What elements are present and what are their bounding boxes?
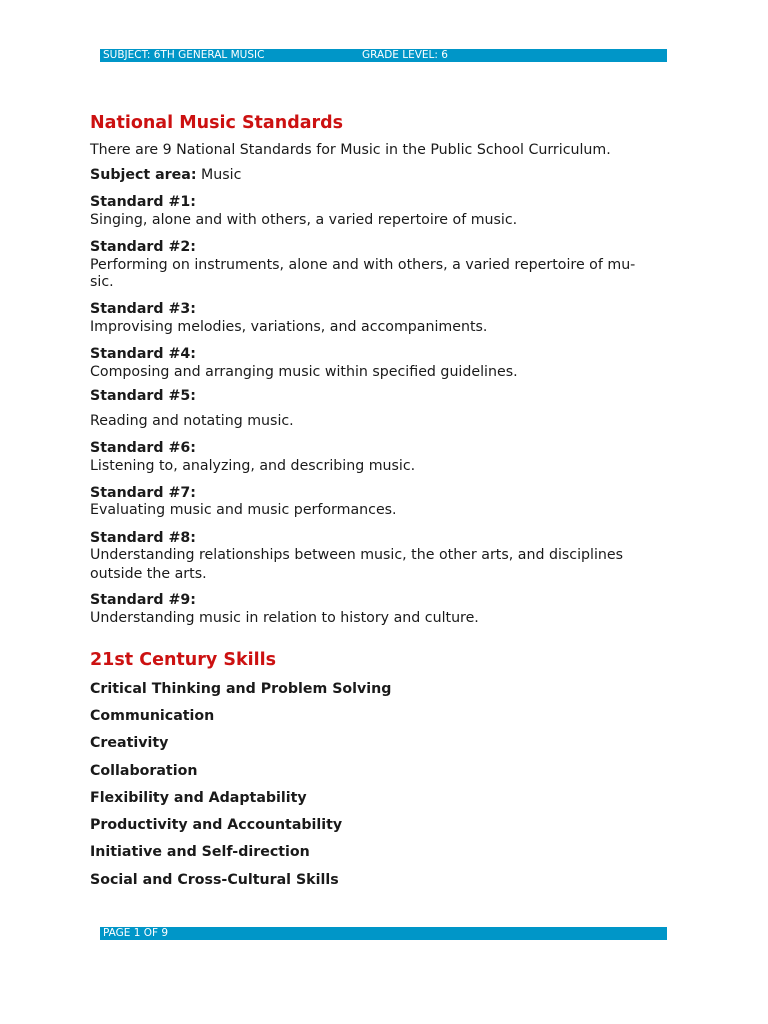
standard-6-label: Standard #6: [90, 440, 196, 456]
standard-7-text: Evaluating music and music performances. [90, 502, 397, 518]
standard-1-label: Standard #1: [90, 194, 196, 210]
standard-2-label: Standard #2: [90, 239, 196, 255]
header-grade-level: GRADE LEVEL: 6 [362, 49, 448, 61]
standard-9-label: Standard #9: [90, 592, 196, 608]
subject-area-label: Subject area: [90, 167, 197, 183]
standard-5-label: Standard #5: [90, 388, 196, 404]
standard-4-text: Composing and arranging music within specified guidelines. [90, 364, 518, 380]
skill-item: Creativity [90, 735, 169, 751]
standard-3-text: Improvising melodies, variations, and accompaniments. [90, 319, 488, 335]
subject-area-value: Music [196, 167, 242, 183]
standard-8-text-cont: outside the arts. [90, 566, 207, 582]
standard-9-text: Understanding music in relation to history and culture. [90, 610, 479, 626]
subject-area [90, 166, 241, 184]
skill-item: Initiative and Self-direction [90, 844, 310, 860]
standard-7-label: Standard #7: [90, 485, 196, 501]
standards-heading: National Music Standards [90, 113, 344, 133]
page-header-bar [100, 49, 667, 62]
standard-5-text: Reading and notating music. [90, 413, 294, 429]
header-subject: SUBJECT: 6TH GENERAL MUSIC [103, 49, 265, 61]
standard-2-text-cont: sic. [90, 274, 114, 290]
standard-8-text: Understanding relationships between music, the other arts, and disciplines [90, 547, 624, 563]
skill-item: Collaboration [90, 763, 198, 779]
page-number: PAGE 1 OF 9 [103, 927, 169, 939]
page-footer-bar [100, 927, 667, 940]
standard-2-text: Performing on instruments, alone and with others, a varied repertoire of mu- [90, 257, 636, 273]
skill-item: Critical Thinking and Problem Solving [90, 681, 392, 697]
standard-1-text: Singing, alone and with others, a varied repertoire of music. [90, 212, 518, 228]
skill-item: Flexibility and Adaptability [90, 790, 307, 806]
standard-6-text: Listening to, analyzing, and describing music. [90, 458, 416, 474]
standard-3-label: Standard #3: [90, 301, 196, 317]
skills-heading: 21st Century Skills [90, 650, 277, 670]
standard-4-label: Standard #4: [90, 346, 196, 362]
skill-item: Productivity and Accountability [90, 817, 343, 833]
standard-8-label: Standard #8: [90, 530, 196, 546]
skill-item: Communication [90, 708, 215, 724]
skill-item: Social and Cross-Cultural Skills [90, 872, 339, 888]
standards-intro: There are 9 National Standards for Music in the Public School Curriculum. [90, 142, 611, 158]
